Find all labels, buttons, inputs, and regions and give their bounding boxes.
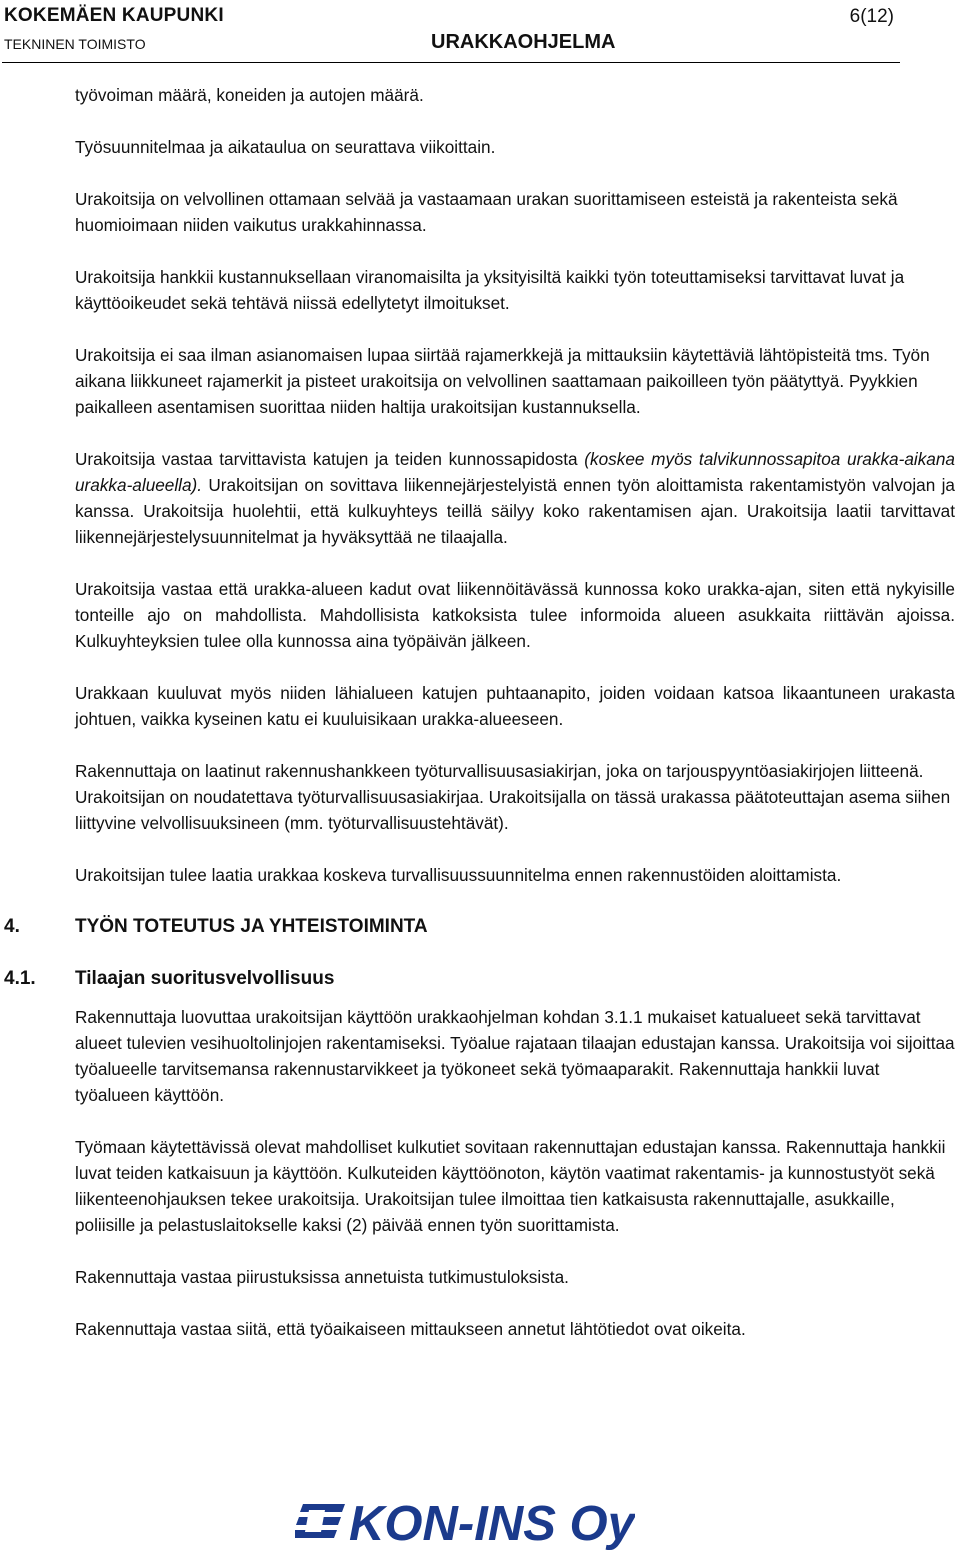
paragraph: Työsuunnitelmaa ja aikataulua on seurattava viikoittain. — [75, 137, 496, 157]
paragraph: Rakennuttaja luovuttaa urakoitsijan käyttöön urakkaohjelman kohdan 3.1.1 mukaiset katualueet sekä tarvittavat alueet tulevien vesihuoltolinjojen rakentamiseksi. Työalue rajataan tilaajan edustajan kanssa. Urakoitsija voi sijoittaa työalueelle tarvitsemansa rakennustarvikkeet ja työkoneet sekä työmaaparakit. Rakennuttaja hankkii luvat työalueen käyttöön. — [75, 1007, 955, 1105]
paragraph: Rakennuttaja on laatinut rakennushankkeen työturvallisuusasiakirjan, joka on tarjouspyyntöasiakirjojen liitteenä. Urakoitsijan on noudatettava työturvallisuusasiakirjaa. Urakoitsijalla on tässä urakassa päätoteuttajan asema siihen liittyvine velvollisuuksineen (mm. työturvallisuustehtävät). — [75, 761, 951, 833]
paragraph: Urakoitsija hankkii kustannuksellaan viranomaisilta ja yksityisiltä kaikki työn toteuttamiseksi tarvittavat luvat ja käyttöoikeudet sekä tehtävä niissä edellytetyt ilmoitukset. — [75, 267, 905, 313]
paragraph: Urakoitsijan tulee laatia urakkaa koskeva turvallisuussuunnitelma ennen rakennustöiden aloittamista. — [75, 865, 842, 885]
section-number: 4. — [4, 916, 20, 937]
department-name: TEKNINEN TOIMISTO — [4, 36, 146, 52]
paragraph: työvoiman määrä, koneiden ja autojen määrä. — [75, 85, 424, 105]
traffic-text-2: Urakoitsijan on sovittava liikennejärjestelyistä ennen työn aloittamista rakentamistyön valvojan ja kanssa. Urakoitsija huolehtii, että kulkuyhteys teillä säilyy koko rakentamisen ajan. Urakoitsija laatii tarvittavat liikennejärjestelysuunnitelmat ja hyväksyttää ne tilaajalla. — [75, 475, 955, 547]
logo-graphic — [295, 1496, 635, 1552]
paragraph: Urakoitsija ei saa ilman asianomaisen lupaa siirtää rajamerkkejä ja mittauksiin käytettäviä lähtöpisteitä tms. Työn aikana liikkuneet rajamerkit ja pisteet urakoitsija on velvollinen saattamaan paikoilleen työn päätyttyä. Pyykkien paikalleen asentamisen suorittaa niiden haltija urakoitsijan kustannuksella. — [75, 345, 930, 417]
paragraph: Työmaan käytettävissä olevat mahdolliset kulkutiet sovitaan rakennuttajan edustajan kanssa. Rakennuttaja hankkii luvat teiden katkaisuun ja käyttöön. Kulkuteiden käyttöönoton, käytön vaatimat rakentamis- ja kunnostustyöt sekä liikenteenohjauksen tekee urakoitsija. Urakoitsijan tulee ilmoittaa tien katkaisusta rakennuttajalle, asukkaille, poliisille ja pelastuslaitokselle kaksi (2) päivää ennen työn suorittamista. — [75, 1137, 946, 1235]
section-heading — [4, 914, 955, 940]
document-title: URAKKAOHJELMA — [431, 31, 616, 53]
page-number: 6(12) — [849, 6, 894, 27]
paragraph: Urakkaan kuuluvat myös niiden lähialueen katujen puhtaanapito, joiden voidaan katsoa likaantuneen urakasta johtuen, vaikka kyseinen katu ei kuuluisikaan urakka-alueeseen. — [75, 683, 955, 729]
company-logo — [295, 1496, 635, 1552]
document-body — [4, 82, 955, 1368]
paragraph: Rakennuttaja vastaa siitä, että työaikaiseen mittaukseen annetut lähtötiedot ovat oikeita. — [75, 1319, 746, 1339]
traffic-text-1: Urakoitsija vastaa tarvittavista katujen ja teiden kunnossapidosta — [75, 449, 585, 469]
organization-name: KOKEMÄEN KAUPUNKI — [4, 5, 224, 26]
logo-text: KON-INS Oy — [349, 1497, 635, 1551]
traffic-italic-note: (koskee myös talvikunnossapitoa urakka-aikana urakka-alueella). — [75, 449, 955, 495]
paragraph: Urakoitsija on velvollinen ottamaan selvää ja vastaamaan urakan suorittamiseen esteistä ja rakenteista sekä huomioimaan niiden vaikutus urakkahinnassa. — [75, 189, 898, 235]
header-divider — [2, 62, 900, 63]
page-header — [0, 0, 960, 66]
logo-emblem-icon — [295, 1504, 345, 1538]
subsection-title: Tilaajan suoritusvelvollisuus — [75, 968, 335, 989]
paragraph: Rakennuttaja vastaa piirustuksissa annetuista tutkimustuloksista. — [75, 1267, 569, 1287]
section-title: TYÖN TOTEUTUS JA YHTEISTOIMINTA — [75, 916, 428, 937]
paragraph: Urakoitsija vastaa että urakka-alueen kadut ovat liikennöitävässä kunnossa koko urakka-ajan, siten että nykyisille tonteille ajo on mahdollista. Mahdollisista katkoksista tulee informoida alueen asukkaita riittävän ajoissa. Kulkuyhteyksien tulee olla kunnossa aina työpäivän jälkeen. — [75, 579, 955, 651]
traffic-paragraph — [75, 446, 955, 550]
subsection-number: 4.1. — [4, 968, 36, 989]
subsection-heading — [4, 966, 955, 992]
